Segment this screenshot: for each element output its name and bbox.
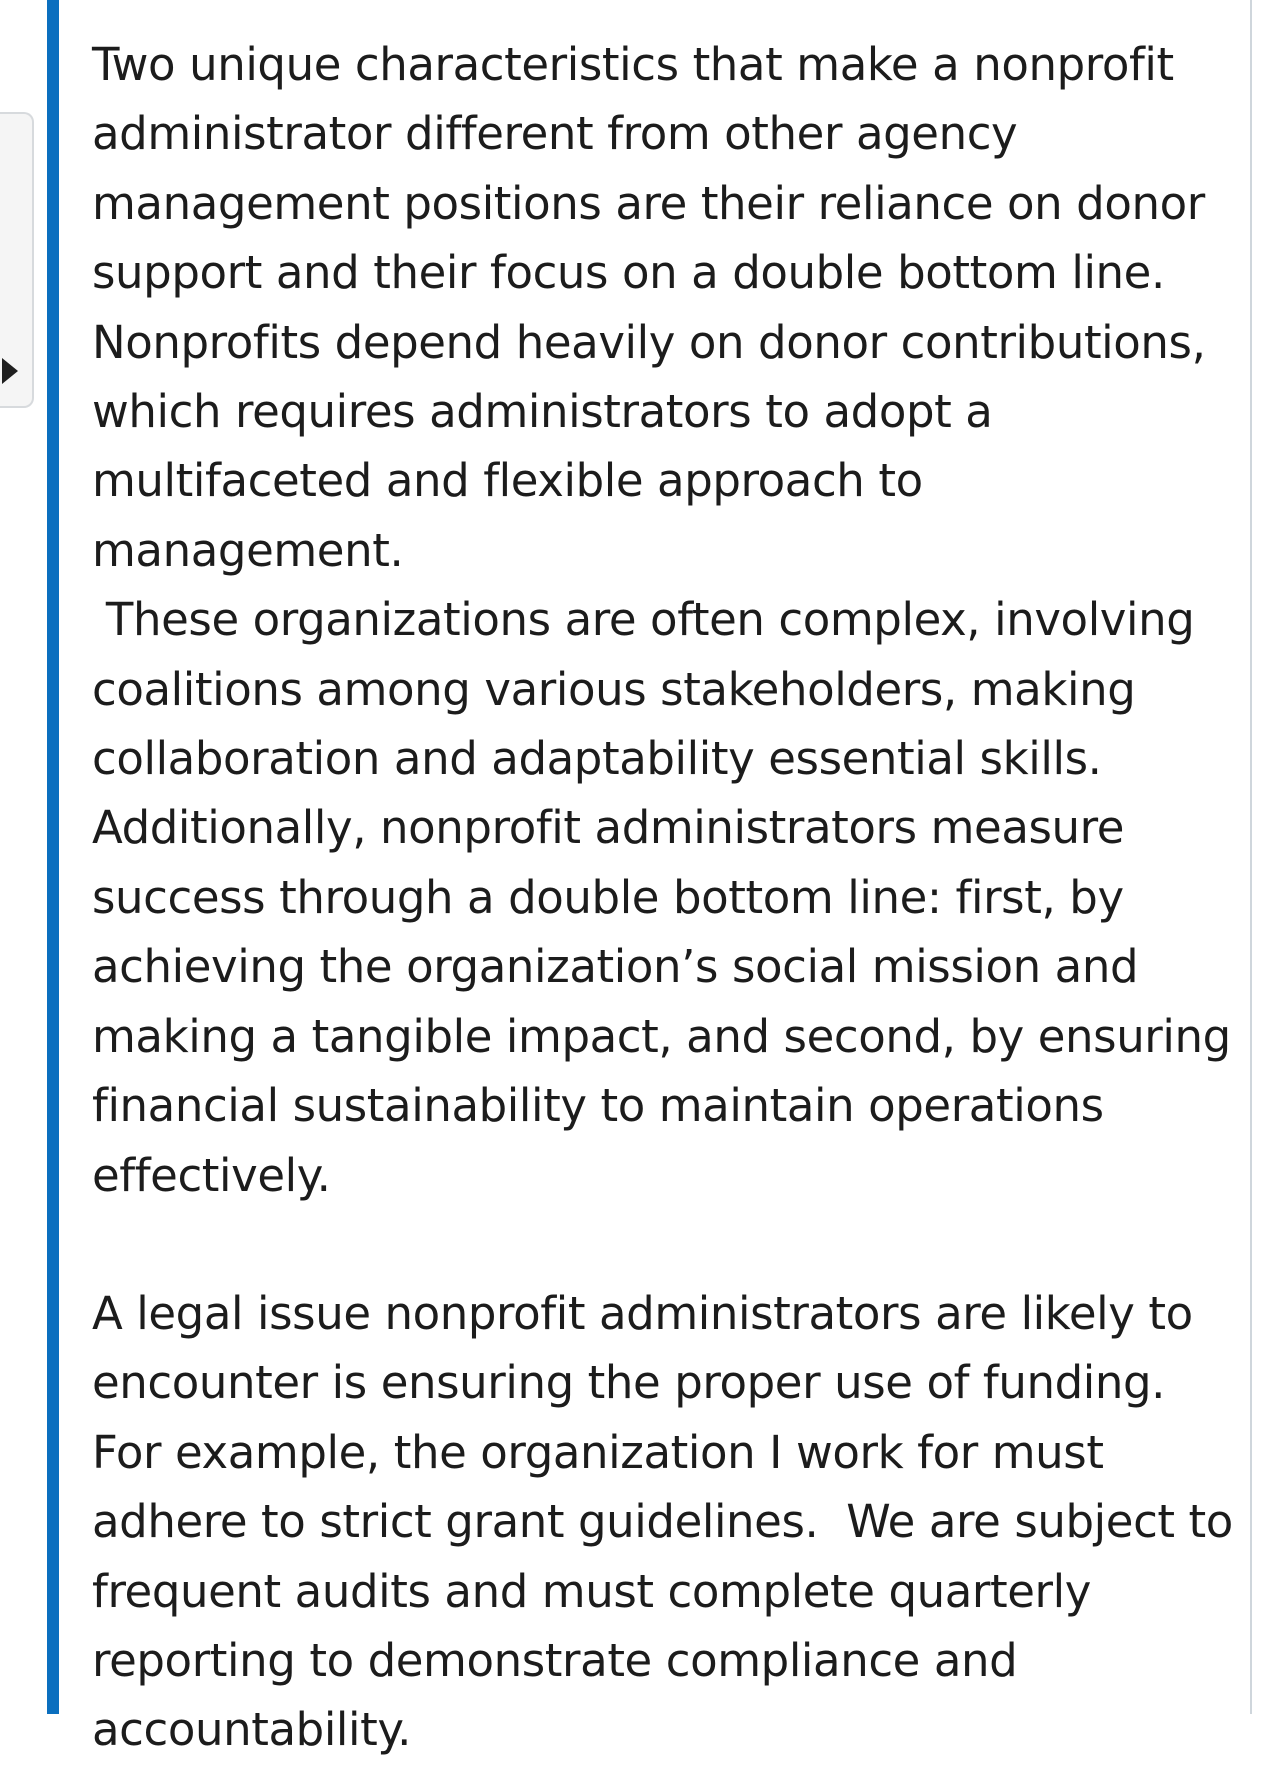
post-accent-bar: [47, 0, 59, 1714]
post-paragraph: A legal issue nonprofit administrators are likely to encounter is ensuring the proper use of funding. For example, the organization I work for must adhere to strict grant guidelines. We are subject to frequent audits and must complete quarterly reporting to demonstrate compliance and accountability.: [92, 1286, 1233, 1757]
caret-right-icon: [2, 358, 18, 384]
post-right-border: [1250, 0, 1252, 1714]
post-paragraph: Two unique characteristics that make a nonprofit administrator different from other agency management positions are their reliance on donor support and their focus on a double bottom line. Nonprofits depend heavily on donor contributions, which requires administrators to adopt a multifaceted and flexible approach to management. These organizations are often complex, involving coalitions among various stakeholders, making collaboration and adaptability essential skills. Additionally, nonprofit administrators measure success through a double bottom line: first, by achieving the organization’s social mission and making a tangible impact, and second, by ensuring financial sustainability to maintain operations effectively.: [92, 38, 1231, 1202]
side-panel-toggle[interactable]: [0, 112, 34, 408]
post-body: [92, 30, 1242, 1765]
